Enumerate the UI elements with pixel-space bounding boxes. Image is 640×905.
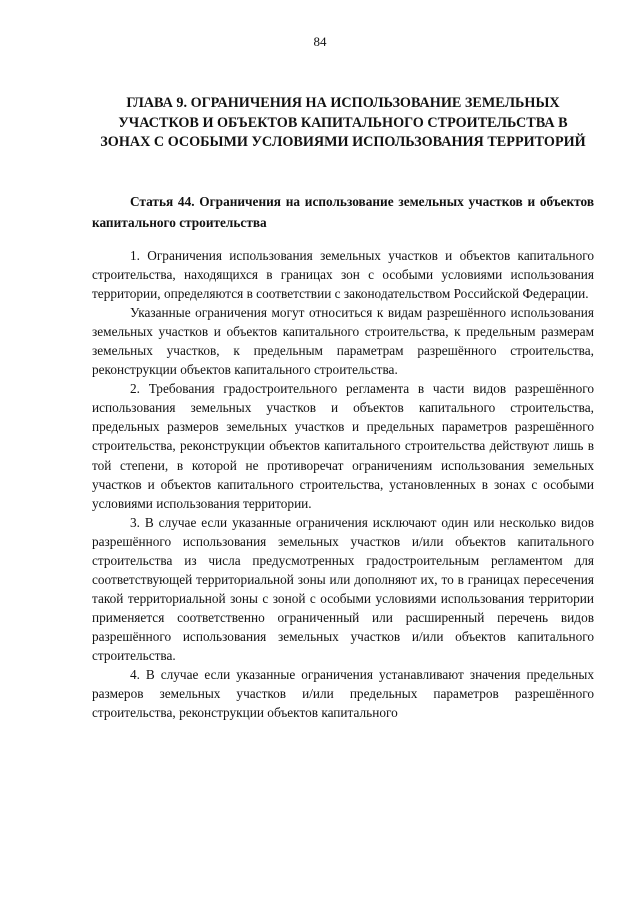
document-body <box>92 246 594 722</box>
paragraph-3: 2. Требования градостроительного регламента в части видов разрешённого использования земельных участков и объектов капитального строительства, предельных размеров земельных участков и предельных параметров разрешённого строительства, реконструкции объектов капитального строительства действуют лишь в той степени, в которой не противоречат ограничениям использования земельных участков и объектов капитального строительства, установленных в зонах с особыми условиями использования территории. <box>92 381 594 511</box>
paragraph-1: 1. Ограничения использования земельных участков и объектов капитального строительства, находящихся в границах зон с особыми условиями использования территории, определяются в соответствии с законодательством Российской Федерации. <box>92 248 594 302</box>
article-title: Статья 44. Ограничения на использование земельных участков и объектов капитального строительства <box>92 194 594 230</box>
page-number: 84 <box>313 34 327 49</box>
paragraph-4: 3. В случае если указанные ограничения исключают один или несколько видов разрешённого использования земельных участков и/или объектов капитального строительства из числа предусмотренных градостроительным регламентом для соответствующей территориальной зоны или дополняют их, то в границах пересечения такой территориальной зоны с зоной с особыми условиями использования территории применяется соответственно ограниченный или расширенный перечень видов разрешённого использования земельных участков и/или объектов капитального строительства. <box>92 514 594 663</box>
chapter-title: ГЛАВА 9. ОГРАНИЧЕНИЯ НА ИСПОЛЬЗОВАНИЕ ЗЕМЕЛЬНЫХ УЧАСТКОВ И ОБЪЕКТОВ КАПИТАЛЬНОГО СТРОИТЕЛЬСТВА В ЗОНАХ С ОСОБЫМИ УСЛОВИЯМИ ИСПОЛЬЗОВАНИЯ ТЕРРИТОРИЙ <box>100 95 586 150</box>
paragraph-2: Указанные ограничения могут относиться к видам разрешённого использования земельных участков и объектов капитального строительства, к предельным размерам земельных участков, к предельным параметрам разрешённого строительства, реконструкции объектов капитального строительства. <box>92 305 594 378</box>
paragraph-5: 4. В случае если указанные ограничения устанавливают значения предельных размеров земельных участков и/или предельных параметров разрешённого строительства, реконструкции объектов капитального <box>92 667 594 721</box>
